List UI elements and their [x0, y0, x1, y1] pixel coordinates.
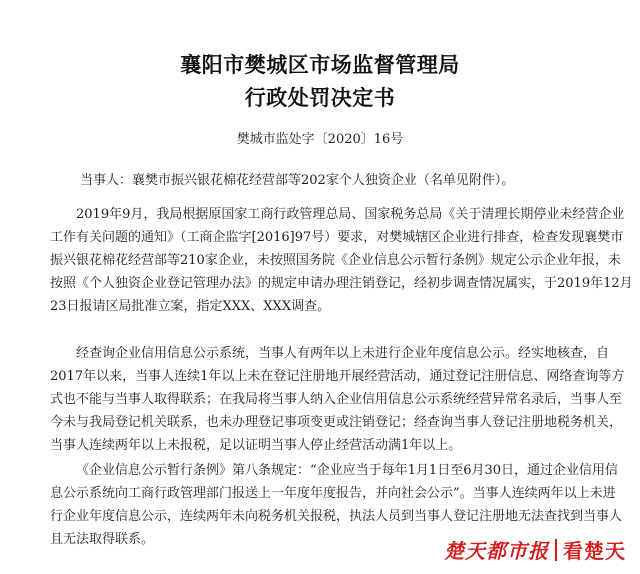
party-line	[80, 169, 628, 192]
paragraph-line: 工作有关问题的通知》（工商企监字[2016]97号）要求，对樊城辖区企业进行排查，检查发现襄樊市	[50, 230, 624, 245]
paragraph-line: 2019年9月，我局根据原国家工商行政管理总局、国家税务总局《关于清理长期停业未经营企业	[76, 207, 625, 222]
document-number: 樊城市监处字〔2020〕16号	[236, 132, 404, 147]
paragraph-line: 经查询企业信用信息公示系统，当事人有两年以上未进行企业年度信息公示。经实地核查，自	[76, 346, 610, 361]
paragraph-line: 23日报请区局批准立案，指定XXX、XXX调查。	[50, 299, 331, 314]
paragraph-line: 当事人连续两年以上未报税，足以证明当事人停止经营活动满1年以上。	[50, 438, 462, 453]
paragraph-investigation	[50, 203, 633, 318]
paragraph-line: 按照《个人独资企业登记管理办法》的规定申请办理注销登记，经初步调查情况属实，于2019年12月	[50, 276, 633, 291]
paragraph-line: 息公示系统向工商行政管理部门报送上一年度年度报告，并向社会公示”。当事人连续两年以上未进	[50, 486, 616, 501]
paragraph-line: 振兴银花棉花经营部等210家企业，未按照国务院《企业信息公示暂行条例》规定公示企业年报，未	[50, 253, 621, 268]
party-text: 当事人：襄樊市振兴银花棉花经营部等202家个人独资企业（名单见附件）。	[80, 173, 515, 188]
paragraph-line: 《企业信息公示暂行条例》第八条规定：“企业应当于每年1月1日至6月30日，通过企业信用信	[76, 463, 619, 478]
paragraph-line: 式也不能与当事人取得联系；在我局将当事人纳入企业信用信息公示系统经营异常名录后，当事人至	[50, 392, 623, 407]
paragraph-line: 今未与我局登记机关联系，也未办理登记事项变更或注销登记；经查询当事人登记注册地税务机关，	[50, 415, 623, 430]
publisher-watermark	[440, 533, 630, 566]
document-title-agency: 襄阳市樊城区市场监督管理局	[180, 53, 460, 77]
paragraph-line: 2017年以来，当事人连续1年以上未在登记注册地开展经营活动，通过登记注册信息、网络查询等方	[50, 369, 625, 384]
watermark-slogan: 看楚天	[563, 539, 626, 563]
paragraph-line: 且无法取得联系。	[50, 532, 155, 547]
watermark-divider	[555, 539, 557, 561]
document-title-type: 行政处罚决定书	[244, 86, 396, 110]
watermark-brand: 楚天都市报	[444, 539, 549, 563]
paragraph-line: 行企业年度信息公示，连续两年未向税务机关报税，执法人员到当事人登记注册地无法查找到当事人	[50, 509, 623, 524]
paragraph-findings	[50, 342, 625, 457]
